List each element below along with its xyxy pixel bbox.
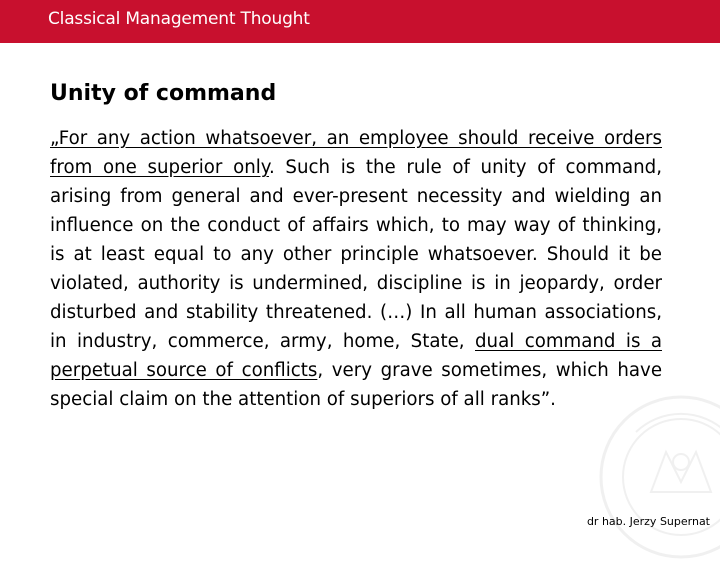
slide-header-title: Classical Management Thought xyxy=(48,9,310,29)
quote-underlined-dual-command: dual command is a perpetual source of conflicts xyxy=(50,331,662,381)
slide-heading: Unity of command xyxy=(50,81,277,106)
quote-underlined-opening: „For any action whatsoever, an employee should receive orders from one superior only xyxy=(50,128,662,178)
quote-body: . Such is the rule of unity of command, arising from general and ever-present necessity and wielding an influence on the conduct of affairs which, to may way of thinking, is at least equal to any other principle whatsoever. Should it be violated, authority is undermined, discipline is in jeopardy, order disturbed and stability threatened. (…) In all human associations, in industry, commerce, army, home, State, xyxy=(50,157,662,352)
author-credit: dr hab. Jerzy Supernat xyxy=(586,515,710,528)
fayol-quote xyxy=(50,124,662,414)
quote-closing: , very grave sometimes, which have special claim on the attention of superiors of all ranks”. xyxy=(50,360,663,410)
university-seal-watermark-icon xyxy=(596,392,720,562)
